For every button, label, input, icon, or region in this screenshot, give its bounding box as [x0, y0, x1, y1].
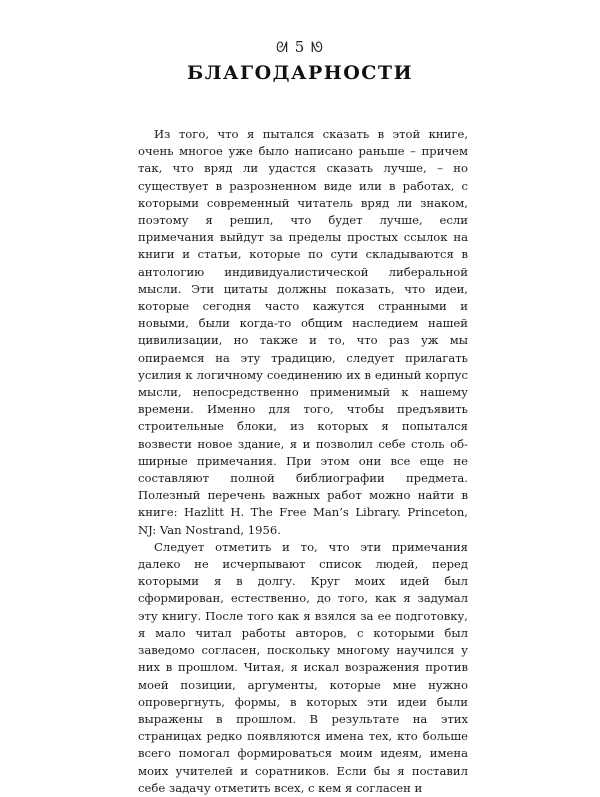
chapter-number: 5	[294, 38, 306, 56]
ornament-left-icon: ᘛ	[276, 40, 289, 56]
body-text	[138, 126, 468, 797]
ornament-right-icon: ᘚ	[311, 40, 324, 56]
chapter-number-heading	[0, 38, 600, 56]
paragraph-1: Из того, что я пытался сказать в этой книге, очень многое уже было написано раньше – причем так, что вряд ли удастся сказать лучше, – но существует в разрозненном виде или в работах, с которыми современный читатель вряд ли знаком, поэтому я решил, что будет лучше, если примечания выйдут за пределы простых ссылок на книги и статьи, которые по сути складываются в антологию индивидуалистической либеральной мысли. Эти цитаты должны показать, что идеи, которые сегодня часто кажутся странными и новыми, были когда-то общим наследием нашей цивилизации, но также и то, что раз уж мы опираемся на эту традицию, следует прилагать усилия к логичному соединению их в единый корпус мысли, непосредственно применимый к нашему времени. Именно для того, чтобы предъявить строительные блоки, из которых я попытался возвести новое здание, я и позволил себе столь обширные примечания. При этом они все еще не составляют полной библиографии предмета. Полезный перечень важных работ можно найти в книге: Hazlitt H. The Free Man’s Library. Princeton, NJ: Van Nostrand, 1956.	[138, 127, 468, 537]
chapter-title: БЛАГОДАРНОСТИ	[186, 62, 414, 84]
paragraph-2: Следует отметить и то, что эти примечания далеко не исчерпывают список людей, перед которыми я в долгу. Круг моих идей был сформирован, естественно, до того, как я задумал эту книгу. После того как я взялся за ее подготовку, я мало читал работы авторов, с которыми был заведомо согласен, поскольку многому научился у них в прошлом. Читая, я искал возражения против моей позиции, аргументы, которые мне нужно опровергнуть, формы, в которых эти идеи были выражены в прошлом. В результате на этих страницах редко появляются имена тех, кто больше всего помогал формироваться моим идеям, имена моих учителей и соратников. Если бы я поставил себе задачу отметить всех, с кем я согласен и	[138, 539, 468, 795]
